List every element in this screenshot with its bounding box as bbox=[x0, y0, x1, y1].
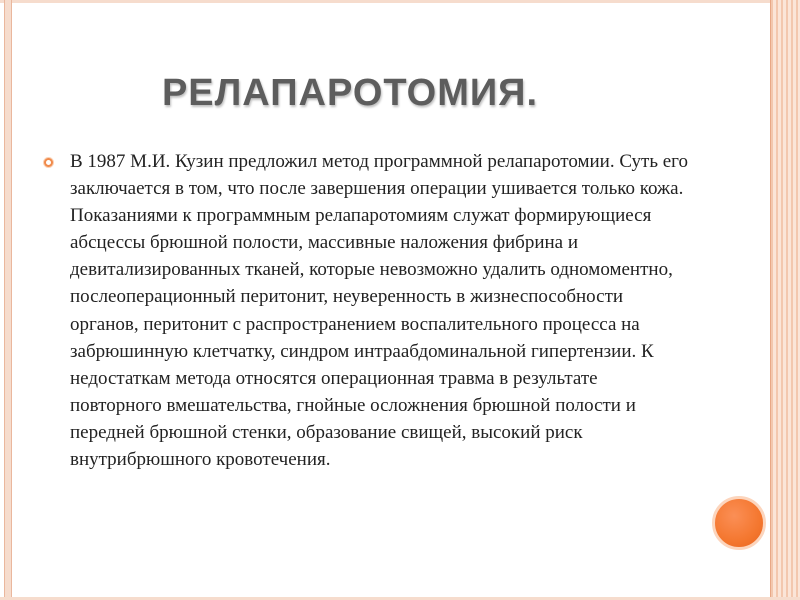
orange-circle-icon bbox=[712, 496, 766, 550]
frame-top-border bbox=[0, 0, 800, 3]
frame-left-border bbox=[4, 0, 12, 600]
frame-right-border bbox=[770, 0, 800, 600]
slide-title: РЕЛАПАРОТОМИЯ. bbox=[161, 72, 539, 114]
ring-bullet-icon bbox=[44, 158, 53, 167]
bullet-text: В 1987 М.И. Кузин предложил метод программной релапаротомии. Суть его заключается в том, что после завершения операции ушивается только кожа. Показаниями к программным релапаротомиям служат формирующиеся абсцессы брюшной полости, массивные наложения фибрина и девитализированных тканей, которые невозможно удалить одномоментно, послеоперационный перитонит, неуверенность в жизнеспособности органов, перитонит с распространением воспалительного процесса на забрюшинную клетчатку, синдром интраабдоминальной гипертензии. К недостаткам метода относятся операционная травма в результате повторного вмешательства, гнойные осложнения брюшной полости и передней брюшной стенки, образование свищей, высокий риск внутрибрюшного кровотечения. bbox=[70, 151, 689, 471]
